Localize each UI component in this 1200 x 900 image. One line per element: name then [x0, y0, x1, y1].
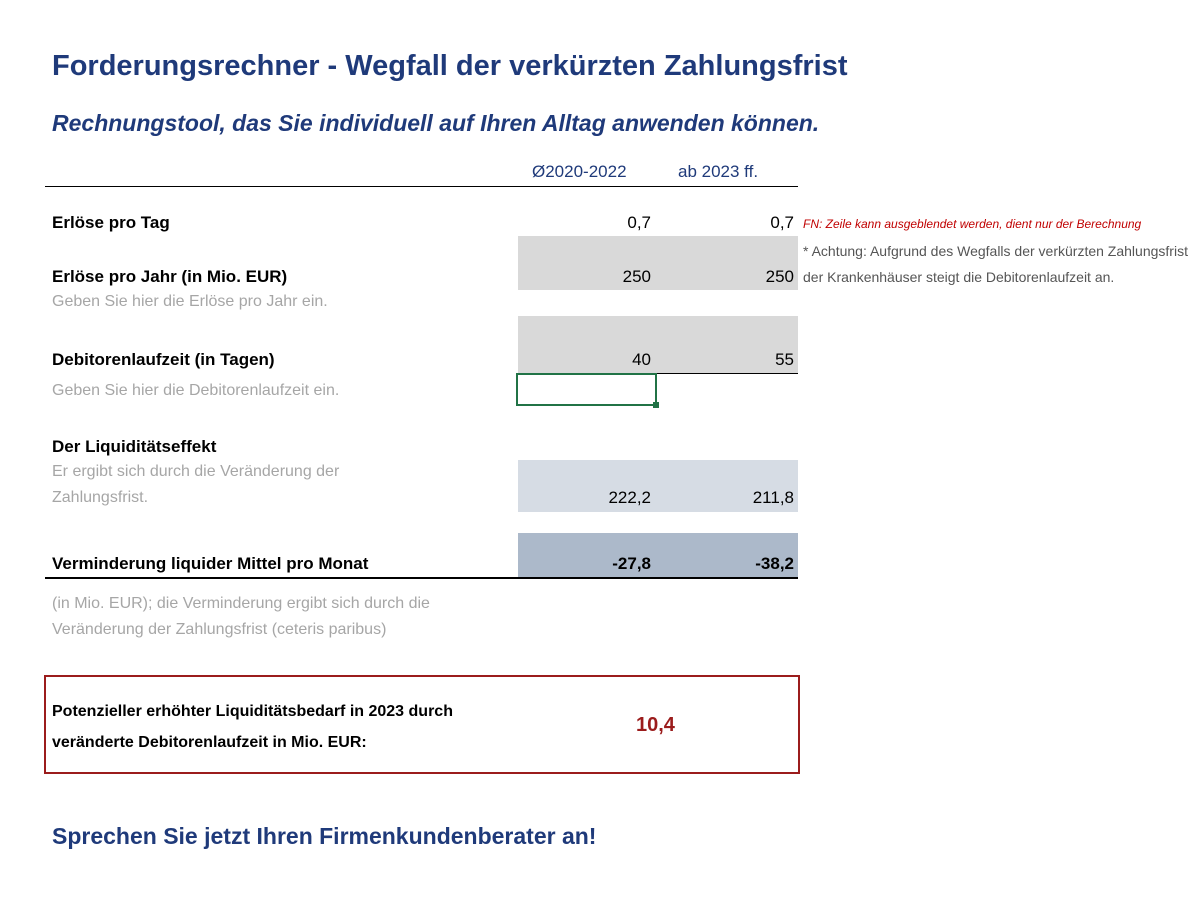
liquiditaetseffekt-label: Der Liquiditätseffekt	[52, 437, 217, 456]
liquiditaetseffekt-value-1: 222,2	[608, 488, 651, 507]
verminderung-label: Verminderung liquider Mittel pro Monat	[52, 554, 369, 573]
erloese-pro-jahr-label: Erlöse pro Jahr (in Mio. EUR)	[52, 267, 288, 286]
verminderung-value-2: -38,2	[755, 554, 794, 573]
debitorenlaufzeit-value-1[interactable]: 40	[632, 350, 651, 369]
erloese-pro-jahr-value-2[interactable]: 250	[765, 267, 794, 286]
erloese-pro-tag-value-2[interactable]: 0,7	[770, 213, 794, 232]
page-title: Forderungsrechner - Wegfall der verkürzten Zahlungsfrist	[52, 50, 848, 82]
result-label: Potenzieller erhöhter Liquiditätsbedarf in 2023 durch veränderte Debitorenlaufzeit in Mio. EUR:	[52, 703, 453, 751]
achtung-note: * Achtung: Aufgrund des Wegfalls der verkürzten Zahlungsfrist der Krankenhäuser steigt die Debitorenlaufzeit an.	[803, 243, 1188, 285]
page-subtitle: Rechnungstool, das Sie individuell auf Ihren Alltag anwenden können.	[52, 110, 820, 136]
verminderung-divider	[45, 577, 798, 579]
liquiditaetseffekt-hint: Er ergibt sich durch die Veränderung der Zahlungsfrist.	[52, 463, 340, 506]
column-header-2023: ab 2023 ff.	[678, 162, 759, 181]
debitorenlaufzeit-value-2[interactable]: 55	[775, 350, 794, 369]
fn-note: FN: Zeile kann ausgeblendet werden, dient nur der Berechnung	[803, 217, 1142, 231]
erloese-pro-tag-label: Erlöse pro Tag	[52, 213, 170, 232]
fill-handle[interactable]	[653, 402, 659, 408]
liquiditaetseffekt-value-2: 211,8	[752, 488, 794, 507]
selected-cell[interactable]	[516, 373, 657, 406]
column-header-2020-2022: Ø2020-2022	[532, 162, 627, 181]
erloese-pro-tag-value-1[interactable]: 0,7	[627, 213, 651, 232]
verminderung-hint: (in Mio. EUR); die Verminderung ergibt sich durch die Veränderung der Zahlungsfrist (ceteris paribus)	[52, 595, 430, 638]
header-divider	[45, 186, 798, 187]
result-value: 10,4	[636, 714, 675, 736]
cta-text: Sprechen Sie jetzt Ihren Firmenkundenberater an!	[52, 823, 597, 849]
erloese-pro-jahr-value-1[interactable]: 250	[622, 267, 651, 286]
verminderung-value-1: -27,8	[612, 554, 651, 573]
erloese-pro-jahr-hint: Geben Sie hier die Erlöse pro Jahr ein.	[52, 293, 328, 310]
debitorenlaufzeit-hint: Geben Sie hier die Debitorenlaufzeit ein.	[52, 382, 340, 399]
debitorenlaufzeit-label: Debitorenlaufzeit (in Tagen)	[52, 350, 275, 369]
